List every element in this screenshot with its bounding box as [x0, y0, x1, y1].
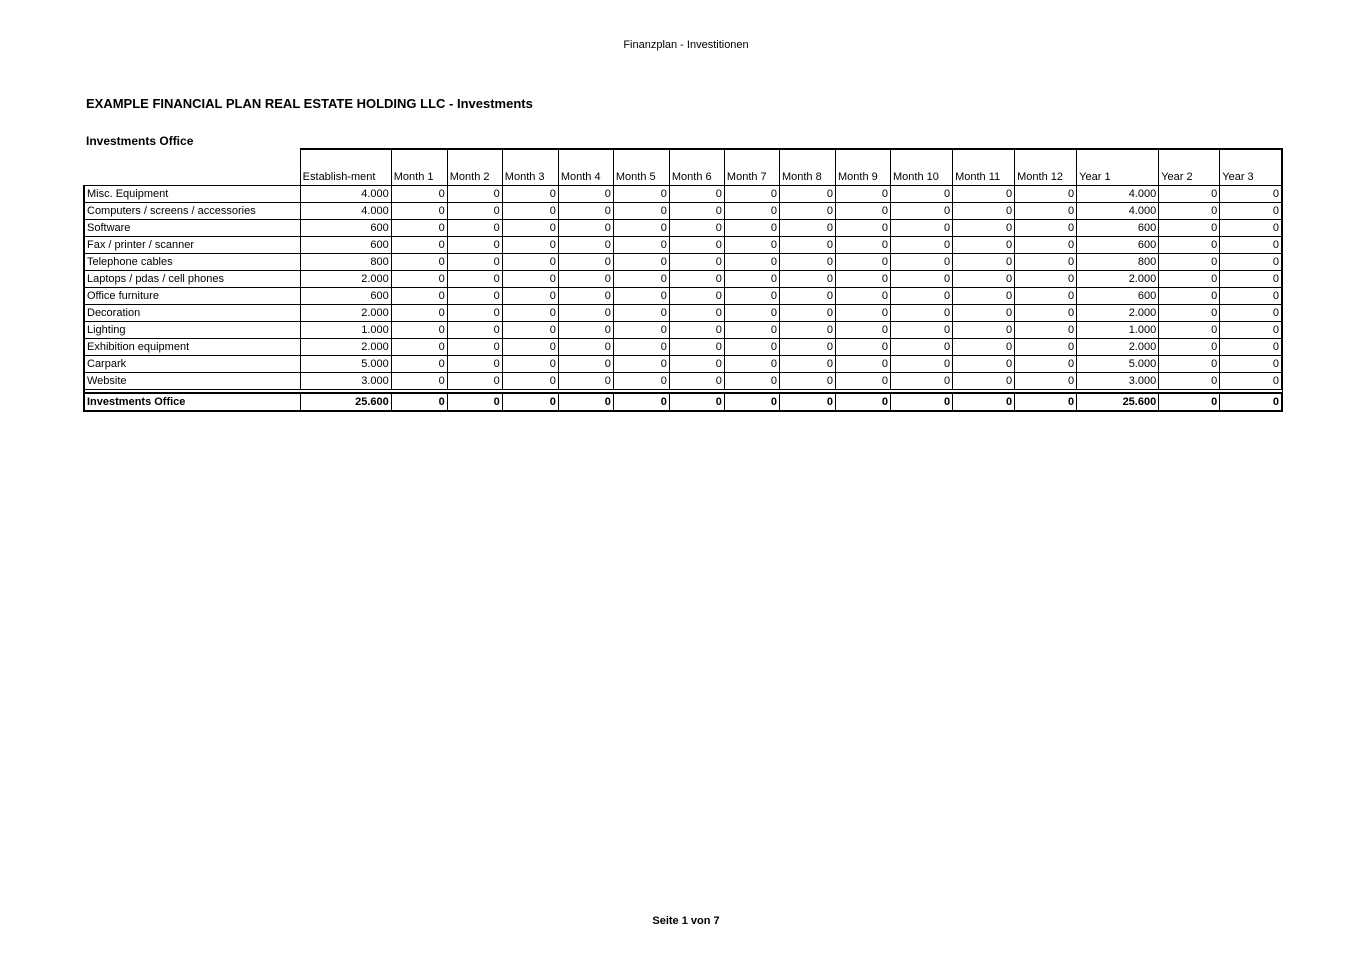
cell-value: 0 [613, 186, 669, 203]
cell-value: 0 [1015, 203, 1077, 220]
cell-value: 0 [391, 356, 447, 373]
cell-value: 0 [779, 339, 835, 356]
column-header: Year 1 [1077, 149, 1159, 186]
cell-value: 0 [724, 339, 779, 356]
cell-value: 25.600 [1077, 393, 1159, 411]
cell-value: 5.000 [1077, 356, 1159, 373]
cell-value: 0 [558, 186, 613, 203]
cell-value: 0 [391, 339, 447, 356]
cell-value: 0 [502, 203, 558, 220]
cell-value: 0 [724, 254, 779, 271]
table-row [84, 237, 1282, 254]
cell-value: 3.000 [300, 373, 391, 390]
cell-value: 0 [779, 305, 835, 322]
cell-value: 0 [558, 237, 613, 254]
column-header: Month 4 [558, 149, 613, 186]
cell-value: 0 [1159, 322, 1220, 339]
cell-value: 0 [613, 339, 669, 356]
cell-value: 0 [953, 373, 1015, 390]
cell-value: 0 [669, 254, 724, 271]
cell-value: 0 [1159, 393, 1220, 411]
cell-value: 0 [669, 322, 724, 339]
cell-value: 0 [1220, 373, 1282, 390]
cell-value: 0 [558, 393, 613, 411]
table-body [84, 186, 1282, 412]
cell-value: 0 [835, 339, 890, 356]
cell-value: 0 [558, 254, 613, 271]
cell-value: 0 [1220, 288, 1282, 305]
cell-value: 0 [447, 339, 502, 356]
cell-value: 0 [1159, 271, 1220, 288]
cell-value: 0 [1159, 288, 1220, 305]
table-row [84, 339, 1282, 356]
cell-value: 0 [447, 322, 502, 339]
cell-value: 2.000 [1077, 305, 1159, 322]
cell-value: 0 [724, 356, 779, 373]
cell-value: 0 [1159, 339, 1220, 356]
row-label: Software [84, 220, 300, 237]
cell-value: 0 [891, 254, 953, 271]
page-footer: Seite 1 von 7 [652, 915, 720, 927]
cell-value: 0 [891, 339, 953, 356]
cell-value: 0 [391, 237, 447, 254]
cell-value: 0 [447, 356, 502, 373]
cell-value: 0 [1159, 237, 1220, 254]
cell-value: 0 [613, 203, 669, 220]
cell-value: 0 [953, 271, 1015, 288]
cell-value: 0 [1159, 305, 1220, 322]
cell-value: 0 [1220, 237, 1282, 254]
cell-value: 0 [891, 305, 953, 322]
table-row [84, 220, 1282, 237]
cell-value: 0 [669, 305, 724, 322]
cell-value: 600 [300, 237, 391, 254]
cell-value: 0 [835, 220, 890, 237]
cell-value: 0 [391, 322, 447, 339]
cell-value: 0 [779, 356, 835, 373]
cell-value: 0 [1015, 288, 1077, 305]
cell-value: 0 [613, 356, 669, 373]
section-title: Investments Office [86, 134, 194, 148]
cell-value: 0 [724, 186, 779, 203]
cell-value: 0 [502, 322, 558, 339]
cell-value: 0 [391, 271, 447, 288]
column-header: Month 3 [502, 149, 558, 186]
cell-value: 0 [835, 356, 890, 373]
cell-value: 0 [953, 305, 1015, 322]
cell-value: 0 [1220, 220, 1282, 237]
cell-value: 0 [1159, 356, 1220, 373]
header-blank-cell [84, 149, 300, 186]
cell-value: 0 [953, 288, 1015, 305]
cell-value: 0 [953, 220, 1015, 237]
row-label: Laptops / pdas / cell phones [84, 271, 300, 288]
cell-value: 600 [1077, 237, 1159, 254]
cell-value: 0 [558, 322, 613, 339]
cell-value: 0 [391, 203, 447, 220]
cell-value: 0 [1220, 203, 1282, 220]
cell-value: 0 [953, 339, 1015, 356]
cell-value: 0 [724, 373, 779, 390]
cell-value: 0 [891, 203, 953, 220]
cell-value: 2.000 [300, 271, 391, 288]
cell-value: 0 [558, 288, 613, 305]
cell-value: 0 [669, 271, 724, 288]
cell-value: 0 [669, 373, 724, 390]
cell-value: 0 [779, 254, 835, 271]
cell-value: 0 [558, 373, 613, 390]
cell-value: 0 [891, 356, 953, 373]
cell-value: 0 [891, 373, 953, 390]
cell-value: 3.000 [1077, 373, 1159, 390]
row-label: Carpark [84, 356, 300, 373]
total-row [84, 393, 1282, 411]
cell-value: 600 [1077, 220, 1159, 237]
cell-value: 0 [1220, 254, 1282, 271]
cell-value: 0 [447, 288, 502, 305]
cell-value: 0 [835, 254, 890, 271]
cell-value: 0 [779, 373, 835, 390]
cell-value: 0 [953, 254, 1015, 271]
cell-value: 0 [1015, 237, 1077, 254]
cell-value: 0 [1015, 322, 1077, 339]
cell-value: 4.000 [300, 203, 391, 220]
row-label: Telephone cables [84, 254, 300, 271]
cell-value: 0 [1159, 203, 1220, 220]
cell-value: 600 [300, 288, 391, 305]
cell-value: 0 [835, 305, 890, 322]
cell-value: 2.000 [1077, 271, 1159, 288]
cell-value: 0 [613, 254, 669, 271]
column-header: Year 2 [1159, 149, 1220, 186]
cell-value: 1.000 [1077, 322, 1159, 339]
cell-value: 0 [447, 254, 502, 271]
row-label: Exhibition equipment [84, 339, 300, 356]
cell-value: 0 [447, 203, 502, 220]
cell-value: 0 [1015, 356, 1077, 373]
cell-value: 0 [669, 339, 724, 356]
column-header: Month 9 [835, 149, 890, 186]
cell-value: 0 [447, 305, 502, 322]
cell-value: 2.000 [300, 339, 391, 356]
cell-value: 0 [779, 186, 835, 203]
cell-value: 0 [1159, 254, 1220, 271]
cell-value: 0 [779, 288, 835, 305]
cell-value: 0 [1159, 220, 1220, 237]
cell-value: 4.000 [300, 186, 391, 203]
row-label: Website [84, 373, 300, 390]
cell-value: 0 [1159, 186, 1220, 203]
column-header: Month 12 [1015, 149, 1077, 186]
cell-value: 0 [558, 220, 613, 237]
row-label: Computers / screens / accessories [84, 203, 300, 220]
cell-value: 0 [835, 288, 890, 305]
cell-value: 0 [835, 373, 890, 390]
page-header: Finanzplan - Investitionen [623, 39, 749, 51]
cell-value: 0 [447, 393, 502, 411]
document-title: EXAMPLE FINANCIAL PLAN REAL ESTATE HOLDING LLC - Investments [86, 96, 533, 111]
cell-value: 4.000 [1077, 203, 1159, 220]
cell-value: 0 [724, 305, 779, 322]
cell-value: 0 [779, 271, 835, 288]
cell-value: 0 [391, 288, 447, 305]
column-header: Month 10 [891, 149, 953, 186]
cell-value: 0 [724, 288, 779, 305]
cell-value: 0 [779, 322, 835, 339]
cell-value: 0 [891, 237, 953, 254]
cell-value: 0 [391, 186, 447, 203]
cell-value: 0 [953, 356, 1015, 373]
investments-table [83, 148, 1283, 412]
column-header: Month 2 [447, 149, 502, 186]
cell-value: 0 [669, 288, 724, 305]
cell-value: 0 [669, 356, 724, 373]
cell-value: 0 [502, 237, 558, 254]
column-header: Month 1 [391, 149, 447, 186]
cell-value: 0 [391, 305, 447, 322]
table-row [84, 203, 1282, 220]
cell-value: 0 [1220, 393, 1282, 411]
cell-value: 0 [953, 186, 1015, 203]
cell-value: 0 [502, 186, 558, 203]
cell-value: 0 [391, 373, 447, 390]
cell-value: 0 [1220, 322, 1282, 339]
cell-value: 0 [502, 254, 558, 271]
cell-value: 0 [953, 203, 1015, 220]
cell-value: 2.000 [1077, 339, 1159, 356]
cell-value: 0 [502, 339, 558, 356]
cell-value: 0 [391, 393, 447, 411]
cell-value: 0 [447, 271, 502, 288]
cell-value: 0 [1220, 271, 1282, 288]
cell-value: 0 [558, 305, 613, 322]
cell-value: 0 [1015, 393, 1077, 411]
cell-value: 5.000 [300, 356, 391, 373]
cell-value: 0 [779, 237, 835, 254]
cell-value: 0 [724, 237, 779, 254]
cell-value: 0 [1220, 186, 1282, 203]
cell-value: 0 [502, 393, 558, 411]
cell-value: 0 [1015, 271, 1077, 288]
cell-value: 0 [613, 288, 669, 305]
column-header: Month 5 [613, 149, 669, 186]
column-header: Month 7 [724, 149, 779, 186]
cell-value: 0 [891, 186, 953, 203]
cell-value: 0 [669, 203, 724, 220]
cell-value: 0 [669, 393, 724, 411]
cell-value: 0 [891, 271, 953, 288]
cell-value: 0 [1015, 339, 1077, 356]
cell-value: 600 [300, 220, 391, 237]
cell-value: 0 [502, 220, 558, 237]
cell-value: 0 [891, 288, 953, 305]
column-header: Month 6 [669, 149, 724, 186]
cell-value: 0 [502, 356, 558, 373]
row-label: Decoration [84, 305, 300, 322]
cell-value: 0 [391, 220, 447, 237]
column-header: Year 3 [1220, 149, 1282, 186]
cell-value: 800 [1077, 254, 1159, 271]
row-label: Fax / printer / scanner [84, 237, 300, 254]
row-label: Office furniture [84, 288, 300, 305]
cell-value: 0 [613, 322, 669, 339]
table-row [84, 356, 1282, 373]
cell-value: 0 [502, 373, 558, 390]
cell-value: 0 [447, 373, 502, 390]
header-row [84, 149, 1282, 186]
cell-value: 0 [558, 271, 613, 288]
cell-value: 0 [502, 271, 558, 288]
cell-value: 0 [502, 288, 558, 305]
cell-value: 800 [300, 254, 391, 271]
cell-value: 2.000 [300, 305, 391, 322]
table-row [84, 322, 1282, 339]
cell-value: 0 [391, 254, 447, 271]
cell-value: 0 [724, 322, 779, 339]
cell-value: 0 [891, 393, 953, 411]
cell-value: 0 [724, 271, 779, 288]
cell-value: 0 [1159, 373, 1220, 390]
cell-value: 0 [1015, 373, 1077, 390]
cell-value: 0 [613, 373, 669, 390]
cell-value: 0 [724, 203, 779, 220]
cell-value: 0 [953, 237, 1015, 254]
row-label: Investments Office [84, 393, 300, 411]
cell-value: 0 [447, 237, 502, 254]
cell-value: 0 [779, 203, 835, 220]
cell-value: 0 [558, 339, 613, 356]
cell-value: 0 [724, 393, 779, 411]
cell-value: 0 [953, 322, 1015, 339]
cell-value: 0 [835, 393, 890, 411]
cell-value: 0 [613, 305, 669, 322]
column-header: Month 8 [779, 149, 835, 186]
table-row [84, 271, 1282, 288]
cell-value: 0 [779, 393, 835, 411]
table-row [84, 305, 1282, 322]
cell-value: 0 [724, 220, 779, 237]
table-row [84, 186, 1282, 203]
cell-value: 0 [891, 322, 953, 339]
cell-value: 0 [558, 203, 613, 220]
cell-value: 0 [613, 393, 669, 411]
cell-value: 1.000 [300, 322, 391, 339]
cell-value: 0 [447, 220, 502, 237]
cell-value: 0 [953, 393, 1015, 411]
cell-value: 0 [613, 271, 669, 288]
cell-value: 0 [1220, 305, 1282, 322]
cell-value: 0 [1015, 305, 1077, 322]
cell-value: 0 [779, 220, 835, 237]
cell-value: 0 [891, 220, 953, 237]
cell-value: 0 [835, 322, 890, 339]
cell-value: 0 [613, 237, 669, 254]
cell-value: 25.600 [300, 393, 391, 411]
cell-value: 0 [835, 203, 890, 220]
cell-value: 0 [1015, 254, 1077, 271]
cell-value: 0 [447, 186, 502, 203]
row-label: Misc. Equipment [84, 186, 300, 203]
cell-value: 0 [669, 220, 724, 237]
row-label: Lighting [84, 322, 300, 339]
cell-value: 0 [558, 356, 613, 373]
cell-value: 600 [1077, 288, 1159, 305]
cell-value: 0 [835, 186, 890, 203]
table-row [84, 254, 1282, 271]
cell-value: 0 [1220, 339, 1282, 356]
table-row [84, 373, 1282, 390]
cell-value: 0 [1220, 356, 1282, 373]
cell-value: 0 [613, 220, 669, 237]
cell-value: 0 [835, 237, 890, 254]
column-header: Establish-ment [300, 149, 391, 186]
cell-value: 0 [669, 186, 724, 203]
cell-value: 0 [1015, 220, 1077, 237]
column-header: Month 11 [953, 149, 1015, 186]
cell-value: 0 [669, 237, 724, 254]
cell-value: 0 [502, 305, 558, 322]
cell-value: 0 [835, 271, 890, 288]
table-row [84, 288, 1282, 305]
cell-value: 0 [1015, 186, 1077, 203]
cell-value: 4.000 [1077, 186, 1159, 203]
